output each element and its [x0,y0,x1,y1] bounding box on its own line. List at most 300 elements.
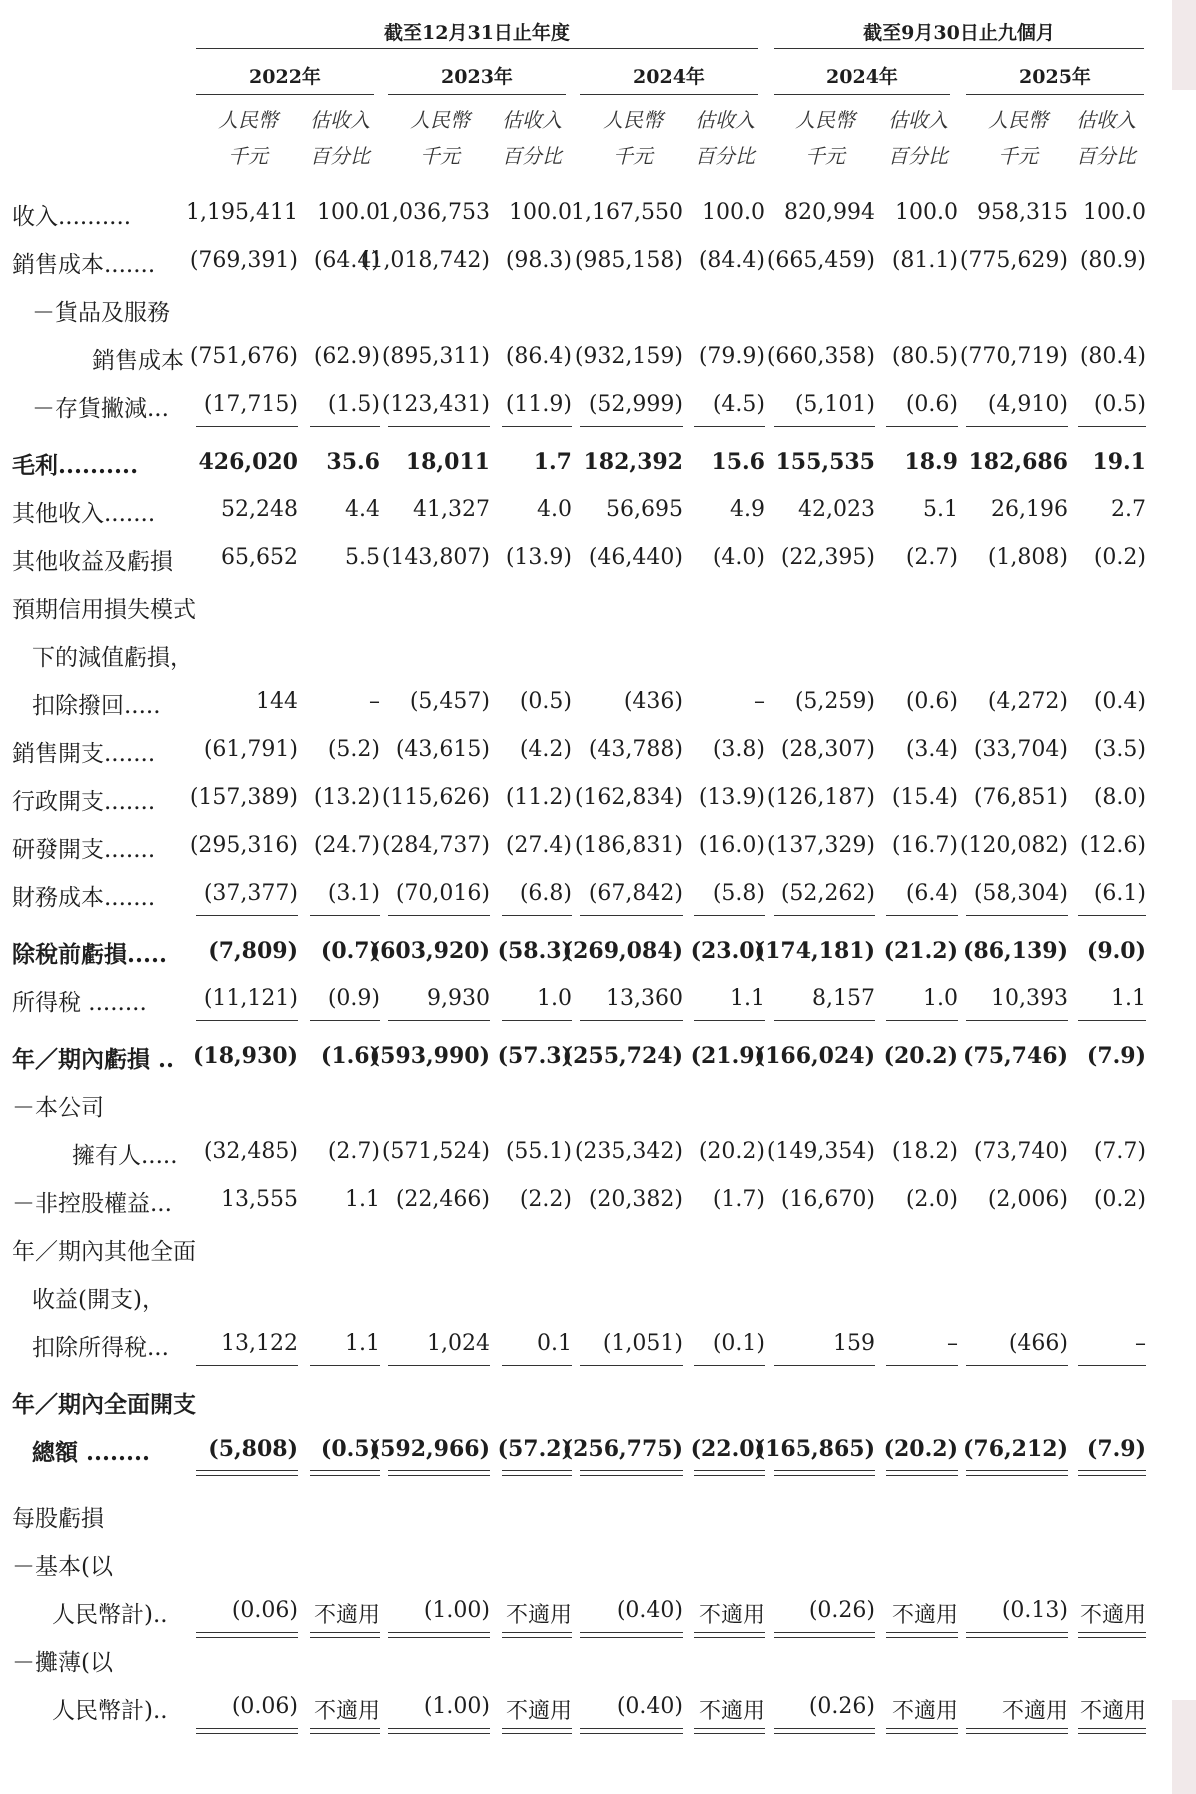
percent-cell: (6.8) [519,881,572,906]
percent-cell: (84.4) [698,248,765,273]
percent-cell: 不適用 [505,1699,572,1724]
percent-cell: (16.7) [891,833,958,858]
amount-cell: (174,181) [754,938,875,964]
percent-cell: (23.0) [690,938,765,964]
unit-caption-amount: 千元 [998,144,1038,168]
percent-cell: (6.1) [1093,881,1146,906]
total-double-rule [886,1632,958,1638]
amount-cell: (58,304) [973,881,1068,906]
row-label: 人民幣計).. [52,1698,168,1724]
percent-cell: (21.9) [690,1043,765,1069]
percent-cell: (20.2) [698,1139,765,1164]
amount-cell: (769,391) [189,248,298,273]
percent-cell: (16.0) [698,833,765,858]
total-double-rule [886,1728,958,1734]
percent-cell: – [947,1331,958,1356]
subtotal-rule [694,1020,765,1021]
total-double-rule [1078,1728,1146,1734]
amount-cell: 820,994 [784,200,875,225]
unit-caption-percent: 百分比 [888,144,948,168]
amount-cell: (143,807) [381,545,490,570]
amount-cell: 1,024 [427,1331,490,1356]
row-label: 人民幣計).. [52,1602,168,1628]
amount-cell: (115,626) [381,785,490,810]
amount-cell: 1,036,753 [378,200,490,225]
row-label: 研發開支....... [12,837,156,863]
period-group-heading: 截至12月31日止年度 [384,22,570,44]
year-rule [966,94,1144,95]
subtotal-rule [310,1365,380,1366]
heading-rule [774,48,1144,49]
total-double-rule [502,1728,572,1734]
percent-cell: 100.0 [1083,200,1146,225]
amount-cell: 52,248 [221,497,298,522]
amount-cell: (2,006) [987,1187,1068,1212]
percent-cell: (4.5) [712,392,765,417]
amount-cell: (70,016) [395,881,490,906]
total-double-rule [694,1632,765,1638]
percent-cell: (20.2) [883,1043,958,1069]
unit-caption-percent: 估收入 [1076,108,1136,132]
percent-cell: 100.0 [895,200,958,225]
subtotal-rule [196,1365,298,1366]
total-double-rule [966,1728,1068,1734]
percent-cell: (0.5) [320,1436,380,1462]
amount-cell: (603,920) [369,938,490,964]
amount-cell: (33,704) [973,737,1068,762]
total-double-rule [694,1470,765,1476]
total-double-rule [502,1632,572,1638]
amount-cell: (20,382) [588,1187,683,1212]
amount-cell: (73,740) [973,1139,1068,1164]
percent-cell: (1.7) [712,1187,765,1212]
percent-cell: (22.0) [690,1436,765,1462]
amount-cell: (126,187) [766,785,875,810]
percent-cell: 不適用 [1079,1603,1146,1628]
percent-cell: 0.1 [537,1331,572,1356]
subtotal-rule [1078,426,1146,427]
percent-cell: (13.2) [313,785,380,810]
subtotal-rule [310,426,380,427]
unit-caption-amount: 人民幣 [410,108,470,132]
percent-cell: (4.0) [712,545,765,570]
row-label: 所得稅 ........ [12,990,147,1016]
row-label: 下的減值虧損， [32,645,193,671]
total-double-rule [388,1728,490,1734]
amount-cell: (7,809) [208,938,298,964]
subtotal-rule [694,915,765,916]
amount-cell: (165,865) [754,1436,875,1462]
percent-cell: (86.4) [505,344,572,369]
percent-cell: (80.5) [891,344,958,369]
amount-cell: (269,084) [562,938,683,964]
unit-caption-percent: 估收入 [310,108,370,132]
percent-cell: 100.0 [509,200,572,225]
amount-cell: (0.26) [808,1598,875,1623]
amount-cell: (436) [623,689,683,714]
amount-cell: (770,719) [959,344,1068,369]
year-heading: 2025年 [1019,66,1091,88]
total-double-rule [694,1728,765,1734]
period-group-heading: 截至9月30日止九個月 [863,22,1055,44]
row-label: －貨品及服務 [32,300,170,326]
total-double-rule [310,1728,380,1734]
amount-cell: 13,555 [221,1187,298,1212]
percent-cell: (9.0) [1086,938,1146,964]
percent-cell: 不適用 [891,1699,958,1724]
amount-cell: 1,195,411 [186,200,298,225]
percent-cell: 不適用 [313,1699,380,1724]
amount-cell: 41,327 [413,497,490,522]
amount-cell: (0.40) [616,1694,683,1719]
subtotal-rule [694,426,765,427]
amount-cell: (1.00) [423,1694,490,1719]
amount-cell: (46,440) [588,545,683,570]
total-double-rule [580,1470,683,1476]
subtotal-rule [388,1365,490,1366]
amount-cell: 9,930 [427,986,490,1011]
amount-cell: 8,157 [812,986,875,1011]
unit-caption-amount: 人民幣 [988,108,1048,132]
total-double-rule [886,1470,958,1476]
percent-cell: (79.9) [698,344,765,369]
amount-cell: (32,485) [203,1139,298,1164]
amount-cell: (16,670) [780,1187,875,1212]
total-double-rule [1078,1470,1146,1476]
percent-cell: 1.1 [730,986,765,1011]
percent-cell: (80.9) [1079,248,1146,273]
amount-cell: 958,315 [977,200,1068,225]
amount-cell: (895,311) [381,344,490,369]
amount-cell: (660,358) [766,344,875,369]
row-label: 銷售成本....... [12,252,156,278]
amount-cell: (256,775) [562,1436,683,1462]
page-edge-shading [1172,1700,1196,1794]
amount-cell: (932,159) [574,344,683,369]
subtotal-rule [388,426,490,427]
amount-cell: 13,360 [606,986,683,1011]
percent-cell: 4.9 [730,497,765,522]
percent-cell: 19.1 [1092,449,1146,475]
percent-cell: (3.5) [1093,737,1146,762]
percent-cell: 100.0 [317,200,380,225]
total-double-rule [774,1632,875,1638]
year-rule [580,94,758,95]
amount-cell: (17,715) [203,392,298,417]
amount-cell: (985,158) [574,248,683,273]
amount-cell: (43,615) [395,737,490,762]
subtotal-rule [966,1020,1068,1021]
total-double-rule [580,1632,683,1638]
total-double-rule [196,1470,298,1476]
unit-caption-amount: 千元 [420,144,460,168]
subtotal-rule [774,915,875,916]
row-label: 擁有人..... [72,1143,178,1169]
amount-cell: (4,910) [987,392,1068,417]
percent-cell: 5.1 [923,497,958,522]
amount-cell: 不適用 [1001,1699,1068,1724]
amount-cell: (775,629) [959,248,1068,273]
percent-cell: 1.1 [1111,986,1146,1011]
percent-cell: 4.0 [537,497,572,522]
amount-cell: 10,393 [991,986,1068,1011]
amount-cell: (43,788) [588,737,683,762]
percent-cell: (11.2) [505,785,572,810]
unit-caption-amount: 千元 [805,144,845,168]
total-double-rule [388,1470,490,1476]
subtotal-rule [774,426,875,427]
subtotal-rule [886,1365,958,1366]
amount-cell: 182,686 [968,449,1068,475]
subtotal-rule [966,426,1068,427]
subtotal-rule [196,426,298,427]
percent-cell: – [1135,1331,1146,1356]
total-double-rule [774,1728,875,1734]
amount-cell: (76,212) [962,1436,1068,1462]
amount-cell: (123,431) [381,392,490,417]
percent-cell: 1.0 [923,986,958,1011]
row-label: 財務成本....... [12,885,156,911]
unit-caption-amount: 人民幣 [603,108,663,132]
row-label: 除稅前虧損..... [12,941,168,968]
percent-cell: (81.1) [891,248,958,273]
amount-cell: (1.00) [423,1598,490,1623]
subtotal-rule [502,1365,572,1366]
row-label: －基本(以 [12,1554,113,1580]
percent-cell: (5.2) [327,737,380,762]
percent-cell: 1.1 [345,1187,380,1212]
row-label: 年／期內全面開支 [12,1391,196,1418]
amount-cell: 13,122 [221,1331,298,1356]
amount-cell: (571,524) [381,1139,490,1164]
row-label: 行政開支....... [12,789,156,815]
percent-cell: (58.3) [497,938,572,964]
amount-cell: (235,342) [574,1139,683,1164]
percent-cell: (6.4) [905,881,958,906]
row-label: 預期信用損失模式 [12,597,196,623]
amount-cell: (67,842) [588,881,683,906]
amount-cell: (0.26) [808,1694,875,1719]
percent-cell: (7.9) [1086,1436,1146,1462]
percent-cell: (2.2) [519,1187,572,1212]
row-label: 其他收益及虧損 [12,549,173,575]
amount-cell: (52,262) [780,881,875,906]
percent-cell: (0.5) [1093,392,1146,417]
percent-cell: (7.9) [1086,1043,1146,1069]
year-heading: 2024年 [633,66,705,88]
percent-cell: (0.5) [519,689,572,714]
row-label: 每股虧損 [12,1506,104,1532]
subtotal-rule [966,915,1068,916]
amount-cell: (751,676) [189,344,298,369]
amount-cell: (166,024) [754,1043,875,1069]
percent-cell: (2.7) [327,1139,380,1164]
total-double-rule [196,1728,298,1734]
row-label: 銷售成本 [92,348,184,374]
subtotal-rule [886,915,958,916]
percent-cell: (98.3) [505,248,572,273]
subtotal-rule [196,1020,298,1021]
row-label: 年／期內虧損 .. [12,1046,175,1073]
amount-cell: (284,737) [381,833,490,858]
row-label: 總額 ........ [32,1439,151,1466]
total-double-rule [966,1470,1068,1476]
percent-cell: (20.2) [883,1436,958,1462]
row-label: 扣除所得稅... [32,1335,169,1361]
percent-cell: (15.4) [891,785,958,810]
percent-cell: (1.6) [320,1043,380,1069]
percent-cell: 1.1 [345,1331,380,1356]
year-rule [774,94,950,95]
subtotal-rule [580,1020,683,1021]
total-double-rule [310,1470,380,1476]
row-label: 收益(開支)， [32,1287,165,1313]
percent-cell: – [754,689,765,714]
total-double-rule [502,1470,572,1476]
row-label: 其他收入....... [12,501,156,527]
percent-cell: (7.7) [1093,1139,1146,1164]
amount-cell: (5,101) [794,392,875,417]
total-double-rule [196,1632,298,1638]
amount-cell: (592,966) [369,1436,490,1462]
unit-caption-percent: 百分比 [310,144,370,168]
percent-cell: 不適用 [313,1603,380,1628]
subtotal-rule [1078,915,1146,916]
percent-cell: (0.6) [905,392,958,417]
amount-cell: (37,377) [203,881,298,906]
subtotal-rule [580,426,683,427]
percent-cell: (0.7) [320,938,380,964]
subtotal-rule [502,426,572,427]
amount-cell: (5,259) [794,689,875,714]
amount-cell: (186,831) [574,833,683,858]
amount-cell: (295,316) [189,833,298,858]
amount-cell: (0.06) [231,1694,298,1719]
year-rule [196,94,374,95]
total-double-rule [310,1632,380,1638]
percent-cell: – [369,689,380,714]
percent-cell: (24.7) [313,833,380,858]
amount-cell: 159 [833,1331,875,1356]
subtotal-rule [694,1365,765,1366]
percent-cell: (27.4) [505,833,572,858]
amount-cell: (0.13) [1001,1598,1068,1623]
percent-cell: 35.6 [326,449,380,475]
percent-cell: (0.9) [327,986,380,1011]
amount-cell: (0.06) [231,1598,298,1623]
percent-cell: 4.4 [345,497,380,522]
year-heading: 2024年 [826,66,898,88]
row-label: 扣除撥回..... [32,693,161,719]
subtotal-rule [886,1020,958,1021]
percent-cell: (64.4) [313,248,380,273]
total-double-rule [388,1632,490,1638]
percent-cell: (13.9) [505,545,572,570]
unit-caption-amount: 千元 [228,144,268,168]
amount-cell: 144 [256,689,298,714]
amount-cell: (61,791) [203,737,298,762]
total-double-rule [966,1632,1068,1638]
percent-cell: (80.4) [1079,344,1146,369]
amount-cell: (255,724) [562,1043,683,1069]
percent-cell: (55.1) [505,1139,572,1164]
amount-cell: 182,392 [583,449,683,475]
percent-cell: (0.6) [905,689,958,714]
amount-cell: 18,011 [405,449,490,475]
total-double-rule [580,1728,683,1734]
year-heading: 2023年 [441,66,513,88]
percent-cell: 不適用 [698,1699,765,1724]
subtotal-rule [388,915,490,916]
subtotal-rule [502,915,572,916]
row-label: 收入.......... [12,204,132,230]
subtotal-rule [1078,1020,1146,1021]
amount-cell: 65,652 [221,545,298,570]
percent-cell: 1.0 [537,986,572,1011]
percent-cell: 2.7 [1111,497,1146,522]
amount-cell: (11,121) [203,986,298,1011]
row-label: －攤薄(以 [12,1650,113,1676]
unit-caption-percent: 估收入 [502,108,562,132]
percent-cell: (0.4) [1093,689,1146,714]
percent-cell: 不適用 [505,1603,572,1628]
total-double-rule [1078,1632,1146,1638]
row-label: 銷售開支....... [12,741,156,767]
amount-cell: (120,082) [959,833,1068,858]
amount-cell: (593,990) [369,1043,490,1069]
percent-cell: 不適用 [1079,1699,1146,1724]
amount-cell: (137,329) [766,833,875,858]
amount-cell: 26,196 [991,497,1068,522]
amount-cell: 155,535 [775,449,875,475]
amount-cell: (22,466) [395,1187,490,1212]
amount-cell: (1,808) [987,545,1068,570]
amount-cell: 426,020 [198,449,298,475]
subtotal-rule [502,1020,572,1021]
subtotal-rule [774,1365,875,1366]
amount-cell: (665,459) [766,248,875,273]
percent-cell: 不適用 [891,1603,958,1628]
row-label: －非控股權益... [12,1191,172,1217]
amount-cell: 42,023 [798,497,875,522]
percent-cell: (0.2) [1093,1187,1146,1212]
percent-cell: (13.9) [698,785,765,810]
amount-cell: (466) [1008,1331,1068,1356]
percent-cell: (57.3) [497,1043,572,1069]
unit-caption-percent: 估收入 [695,108,755,132]
percent-cell: (2.7) [905,545,958,570]
amount-cell: (86,139) [962,938,1068,964]
amount-cell: (28,307) [780,737,875,762]
page-edge-shading [1172,0,1196,90]
subtotal-rule [886,426,958,427]
unit-caption-percent: 百分比 [1076,144,1136,168]
amount-cell: (1,018,742) [360,248,490,273]
percent-cell: 1.7 [533,449,572,475]
total-double-rule [774,1470,875,1476]
amount-cell: 56,695 [606,497,683,522]
percent-cell: (1.5) [327,392,380,417]
subtotal-rule [310,1020,380,1021]
percent-cell: (57.2) [497,1436,572,1462]
subtotal-rule [774,1020,875,1021]
amount-cell: (157,389) [189,785,298,810]
amount-cell: (0.40) [616,1598,683,1623]
percent-cell: (5.8) [712,881,765,906]
amount-cell: (5,457) [409,689,490,714]
percent-cell: (11.9) [505,392,572,417]
amount-cell: (75,746) [962,1043,1068,1069]
